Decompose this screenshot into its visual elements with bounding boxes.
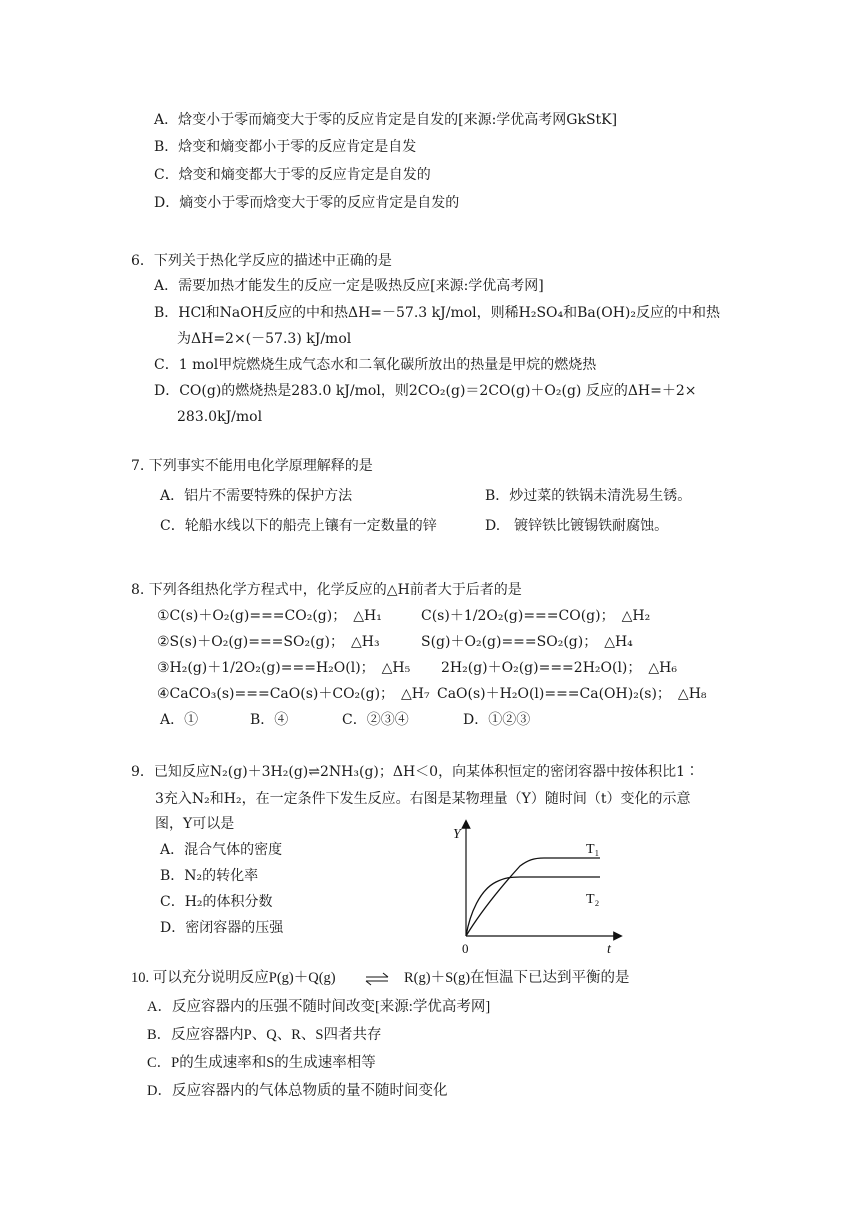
q10-option-d: D．反应容器内的气体总物质的量不随时间变化 [147, 1083, 448, 1099]
q8-eq4-right: CaO(s)＋H₂O(l)===Ca(OH)₂(s)； △H₈ [437, 686, 707, 702]
q8-eq2-right: S(g)＋O₂(g)===SO₂(g)； △H₄ [421, 634, 633, 650]
q9-graph-curve-t2-label: T₂ [586, 892, 600, 907]
q8-eq2-left: ②S(s)＋O₂(g)===SO₂(g)； △H₃ [157, 634, 380, 650]
q9-stem-line1: 9．已知反应N₂(g)＋3H₂(g)⇌2NH₃(g)；ΔH＜0，向某体积恒定的密闭容器中按体积比1∶ [131, 764, 699, 780]
q8-eq4-left: ④CaCO₃(s)===CaO(s)＋CO₂(g)； △H₇ [157, 686, 430, 702]
q7-option-a: A．铝片不需要特殊的保护方法 [160, 488, 353, 504]
q6-stem: 6．下列关于热化学反应的描述中正确的是 [131, 253, 392, 269]
q10-option-b: B．反应容器内P、Q、R、S四者共存 [147, 1027, 382, 1043]
q8-eq3-left: ③H₂(g)＋1/2O₂(g)===H₂O(l)； △H₅ [157, 660, 411, 676]
q9-graph-y-label: Y [453, 827, 461, 842]
q8-eq1-left: ①C(s)＋O₂(g)===CO₂(g)； △H₁ [157, 608, 382, 624]
q9-option-b: B．N₂的转化率 [160, 868, 259, 884]
q6-option-b-line2: 为ΔH=2×(－57.3) kJ/mol [177, 331, 352, 347]
q9-graph-x-label: t [607, 942, 611, 957]
q8-option-d: D．①②③ [463, 712, 531, 728]
q7-option-b: B．炒过菜的铁锅未清洗易生锈。 [485, 488, 692, 504]
q6-option-d-line2: 283.0kJ/mol [177, 409, 263, 425]
q8-option-c: C．②③④ [342, 712, 409, 728]
q9-graph [440, 818, 630, 958]
q9-stem-line3: 图，Y可以是 [155, 816, 235, 832]
q9-graph-curve-t1-label: T₁ [586, 842, 600, 857]
q9-graph-curve-t1 [466, 858, 600, 936]
q5-option-d: D．熵变小于零而焓变大于零的反应肯定是自发的 [154, 195, 460, 211]
q9-graph-origin: 0 [462, 941, 469, 956]
q5-option-a: A．焓变小于零而熵变大于零的反应肯定是自发的[来源:学优高考网GkStK] [154, 112, 618, 128]
q10-stem-part2: R(g)＋S(g)在恒温下已达到平衡的是 [404, 970, 630, 986]
q9-option-a: A．混合气体的密度 [160, 842, 283, 858]
q9-option-d: D．密闭容器的压强 [160, 920, 284, 936]
q10-option-c: C．P的生成速率和S的生成速率相等 [147, 1055, 376, 1071]
q6-option-c: C．1 mol甲烷燃烧生成气态水和二氧化碳所放出的热量是甲烷的燃烧热 [154, 357, 597, 373]
q8-stem: 8. 下列各组热化学方程式中，化学反应的△H前者大于后者的是 [131, 582, 522, 598]
q6-option-a: A．需要加热才能发生的反应一定是吸热反应[来源:学优高考网] [154, 278, 544, 294]
q10-stem-part1: 10. 可以充分说明反应P(g)＋Q(g) [131, 970, 336, 986]
q8-option-a: A．① [160, 712, 199, 728]
q8-option-b: B．④ [250, 712, 289, 728]
equilibrium-arrow-icon [364, 972, 390, 986]
q9-option-c: C．H₂的体积分数 [160, 894, 273, 910]
q8-eq3-right: 2H₂(g)＋O₂(g)===2H₂O(l)； △H₆ [441, 660, 677, 676]
q10-option-a: A．反应容器内的压强不随时间改变[来源:学优高考网] [147, 999, 491, 1015]
q7-option-d: D. 镀锌铁比镀锡铁耐腐蚀。 [485, 518, 669, 534]
q7-stem: 7. 下列事实不能用电化学原理解释的是 [131, 458, 373, 474]
q5-option-b: B．焓变和熵变都小于零的反应肯定是自发 [154, 139, 417, 155]
q6-option-d-line1: D．CO(g)的燃烧热是283.0 kJ/mol，则2CO₂(g)＝2CO(g)＋O₂(g) 反应的ΔH=＋2× [154, 383, 697, 399]
q7-option-c: C．轮船水线以下的船壳上镶有一定数量的锌 [160, 518, 437, 534]
q5-option-c: C．焓变和熵变都大于零的反应肯定是自发的 [154, 167, 431, 183]
q9-stem-line2: 3充入N₂和H₂，在一定条件下发生反应。右图是某物理量（Y）随时间（t）变化的示意 [155, 791, 691, 807]
q6-option-b-line1: B．HCl和NaOH反应的中和热ΔH=－57.3 kJ/mol，则稀H₂SO₄和Ba(OH)₂反应的中和热 [154, 305, 720, 321]
q8-eq1-right: C(s)＋1/2O₂(g)===CO(g)； △H₂ [421, 608, 651, 624]
